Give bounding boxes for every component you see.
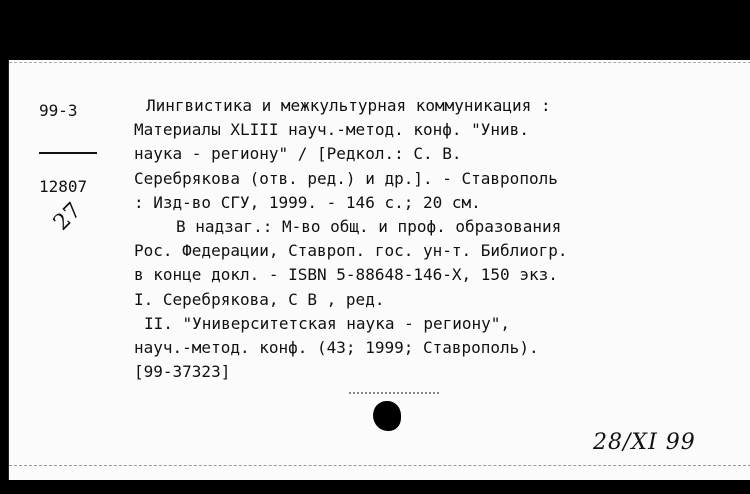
record-line: [99-37323] <box>134 362 231 382</box>
record-line: Лингвистика и межкультурная коммуникация : <box>146 96 551 115</box>
record-line: Серебрякова (отв. ред.) и др.]. - Ставрополь <box>134 168 558 188</box>
record-line: Материалы XLIII науч.-метод. конф. "Унив. <box>134 120 529 140</box>
handwritten-mark: 27 <box>49 198 87 236</box>
call-number-divider <box>39 152 97 154</box>
card-top-edge <box>9 62 750 63</box>
call-number-top: 99-3 <box>39 101 78 120</box>
record-line: наука - региону" / [Редкол.: С. В. <box>134 144 462 164</box>
call-number-bottom: 12807 <box>39 177 88 196</box>
card-bottom-edge <box>9 465 750 466</box>
record-line: В надзаг.: М-во общ. и проф. образования <box>176 216 562 236</box>
ink-blot <box>373 401 401 431</box>
catalog-card <box>8 60 750 480</box>
record-line: : Изд-во СГУ, 1999. - 146 с.; 20 см. <box>134 192 481 212</box>
record-line: I. Серебрякова, С В , ред. <box>134 289 385 309</box>
record-line: науч.-метод. конф. (43; 1999; Ставрополь). <box>134 337 539 357</box>
record-line: II. "Университетская наука - региону", <box>144 313 511 333</box>
record-line: Рос. Федерации, Ставроп. гос. ун-т. Библиогр. <box>134 241 568 261</box>
record-line: в конце докл. - ISBN 5-88648-146-X, 150 экз. <box>134 265 558 285</box>
ink-specks <box>349 392 439 400</box>
bibliographic-record <box>134 94 694 384</box>
handwritten-date: 28/XI 99 <box>593 430 696 455</box>
